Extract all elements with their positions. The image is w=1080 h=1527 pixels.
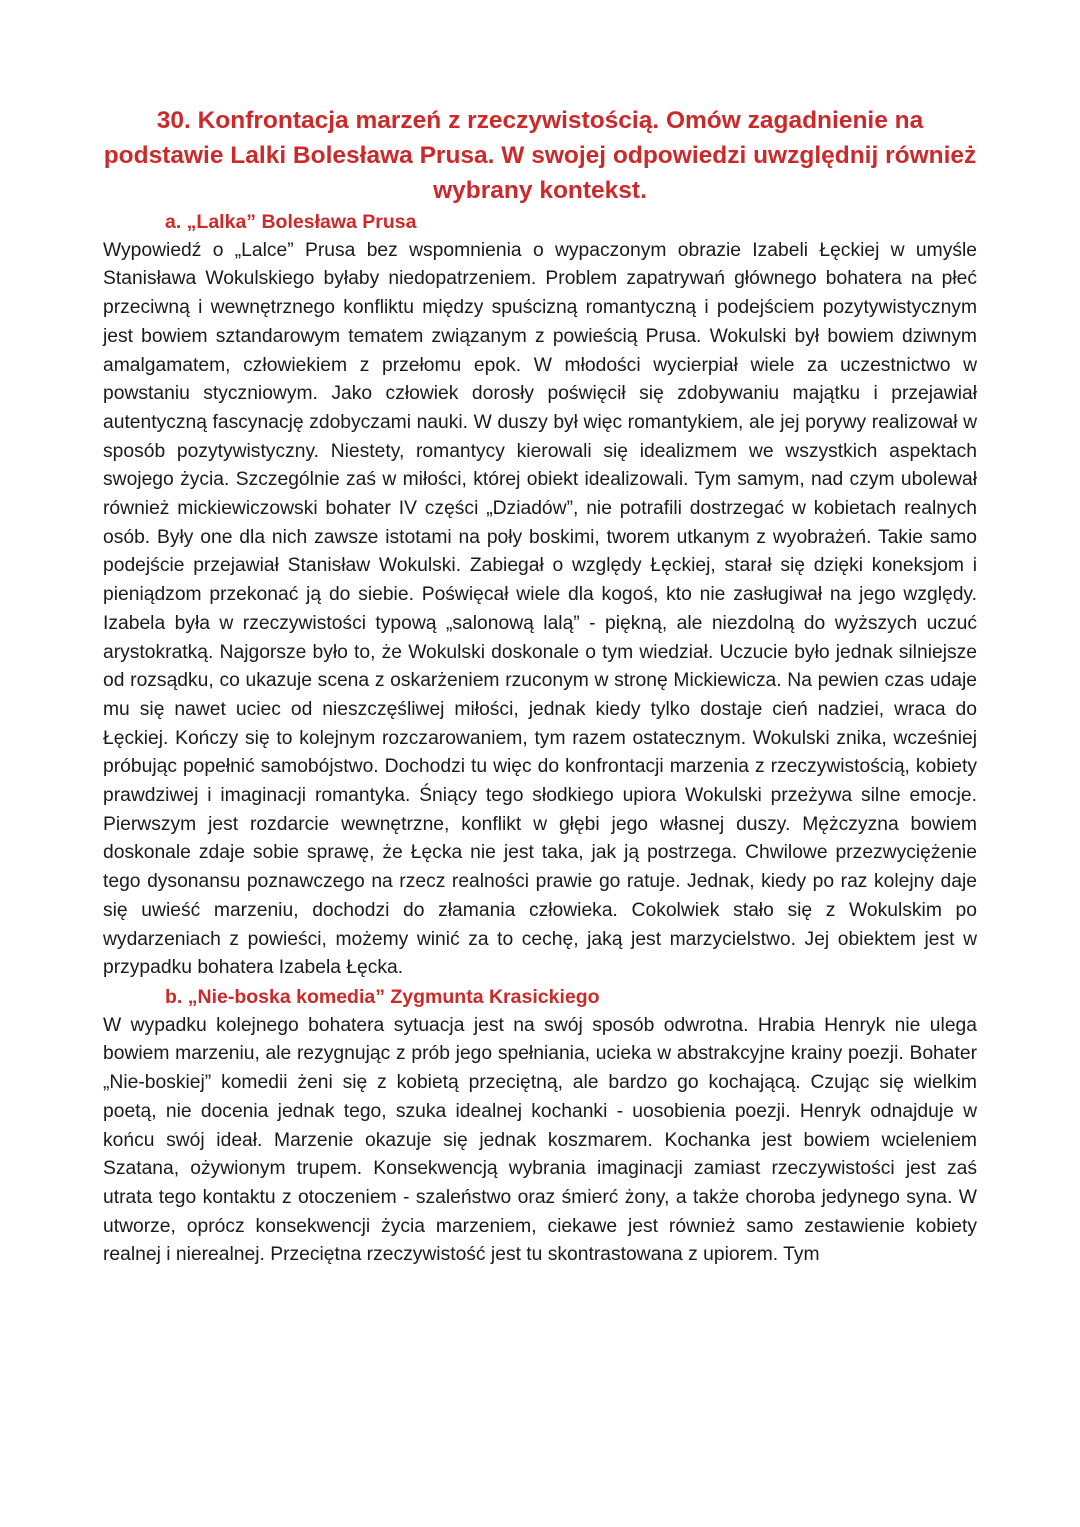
document-title: 30. Konfrontacja marzeń z rzeczywistością. Omów zagadnienie na podstawie Lalki Bolesława Prusa. W swojej odpowiedzi uwzględnij również wybrany kontekst. xyxy=(103,107,977,204)
section-body-nie-boska-komedia: W wypadku kolejnego bohatera sytuacja jest na swój sposób odwrotna. Hrabia Henryk nie ulega bowiem marzeniu, ale rezygnując z prób jego spełniania, ucieka w abstrakcyjne krainy poezji. Bohater „Nie-boskiej” komedii żeni się z kobietą przeciętną, ale bardzo go kochającą. Czując się wielkim poetą, nie docenia jednak tego, szuka idealnej kochanki - uosobienia poezji. Henryk odnajduje w końcu swój ideał. Marzenie okazuje się jednak koszmarem. Kochanka jest bowiem wcieleniem Szatana, ożywionym trupem. Konsekwencją wybrania imaginacji zamiast rzeczywistości jest zaś utrata tego kontaktu z otoczeniem - szaleństwo oraz śmierć żony, a także choroba jedynego syna. W utworze, oprócz konsekwencji życia marzeniem, ciekawe jest również samo zestawienie kobiety realnej i nierealnej. Przeciętna rzeczywistość jest tu skontrastowana z upiorem. Tym xyxy=(103,1014,977,1266)
section-heading-nie-boska-komedia: b. „Nie-boska komedia” Zygmunta Krasickiego xyxy=(165,985,600,1008)
section-body-lalka: Wypowiedź o „Lalce” Prusa bez wspomnienia o wypaczonym obrazie Izabeli Łęckiej w umyśle Stanisława Wokulskiego byłaby niedopatrzeniem. Problem zapatrywań głównego bohatera na płeć przeciwną i wewnętrznego konfliktu między spuścizną romantyczną i podejściem pozytywistycznym jest bowiem sztandarowym tematem związanym z powieścią Prusa. Wokulski był bowiem dziwnym amalgamatem, człowiekiem z przełomu epok. W młodości wycierpiał wiele za uczestnictwo w powstaniu styczniowym. Jako człowiek dorosły poświęcił się zdobywaniu majątku i przejawiał autentyczną fascynację zdobyczami nauki. W duszy był więc romantykiem, ale jej porywy realizował w sposób pozytywistyczny. Niestety, romantycy kierowali się idealizmem we wszystkich aspektach swojego życia. Szczególnie zaś w miłości, której obiekt idealizowali. Tym samym, nad czym ubolewał również mickiewiczowski bohater IV części „Dziadów”, nie potrafili dostrzegać w kobietach realnych osób. Były one dla nich zawsze istotami na poły boskimi, tworem utkanym z wyobrażeń. Takie samo podejście przejawiał Stanisław Wokulski. Zabiegał o względy Łęckiej, starał się dzięki koneksjom i pieniądzom przekonać ją do siebie. Poświęcał wiele dla kogoś, kto nie zasługiwał na jego względy. Izabela była w rzeczywistości typową „salonową lalą” - piękną, ale niezdolną do wyższych uczuć arystokratką. Najgorsze było to, że Wokulski doskonale o tym wiedział. Uczucie było jednak silniejsze od rozsądku, co ukazuje scena z oskarżeniem rzuconym w stronę Mickiewicza. Na pewien czas udaje mu się nawet uciec od nieszczęśliwej miłości, jednak kiedy tylko dostaje cień nadziei, wraca do Łęckiej. Kończy się to kolejnym rozczarowaniem, tym razem ostatecznym. Wokulski znika, wcześniej próbując popełnić samobójstwo. Dochodzi tu więc do konfrontacji marzenia z rzeczywistością, kobiety prawdziwej i imaginacji romantyka. Śniący tego słodkiego upiora Wokulski przeżywa silne emocje. Pierwszym jest rozdarcie wewnętrzne, konflikt w głębi jego własnej duszy. Mężczyzna bowiem doskonale zdaje sobie sprawę, że Łęcka nie jest taka, jak ją postrzega. Chwilowe przezwyciężenie tego dysonansu poznawczego na rzecz realności prawie go ratuje. Jednak, kiedy po raz kolejny daje się uwieść marzeniu, dochodzi do złamania człowieka. Cokolwiek stało się z Wokulskim po wydarzeniach z powieści, możemy winić za to cechę, jaką jest marzycielstwo. Jej obiektem jest w przypadku bohatera Izabela Łęcka. xyxy=(103,239,977,979)
document-page xyxy=(103,103,977,1270)
section-heading-lalka: a. „Lalka” Bolesława Prusa xyxy=(165,211,417,233)
section-lalka xyxy=(103,208,977,983)
section-nie-boska-komedia xyxy=(103,983,977,1270)
